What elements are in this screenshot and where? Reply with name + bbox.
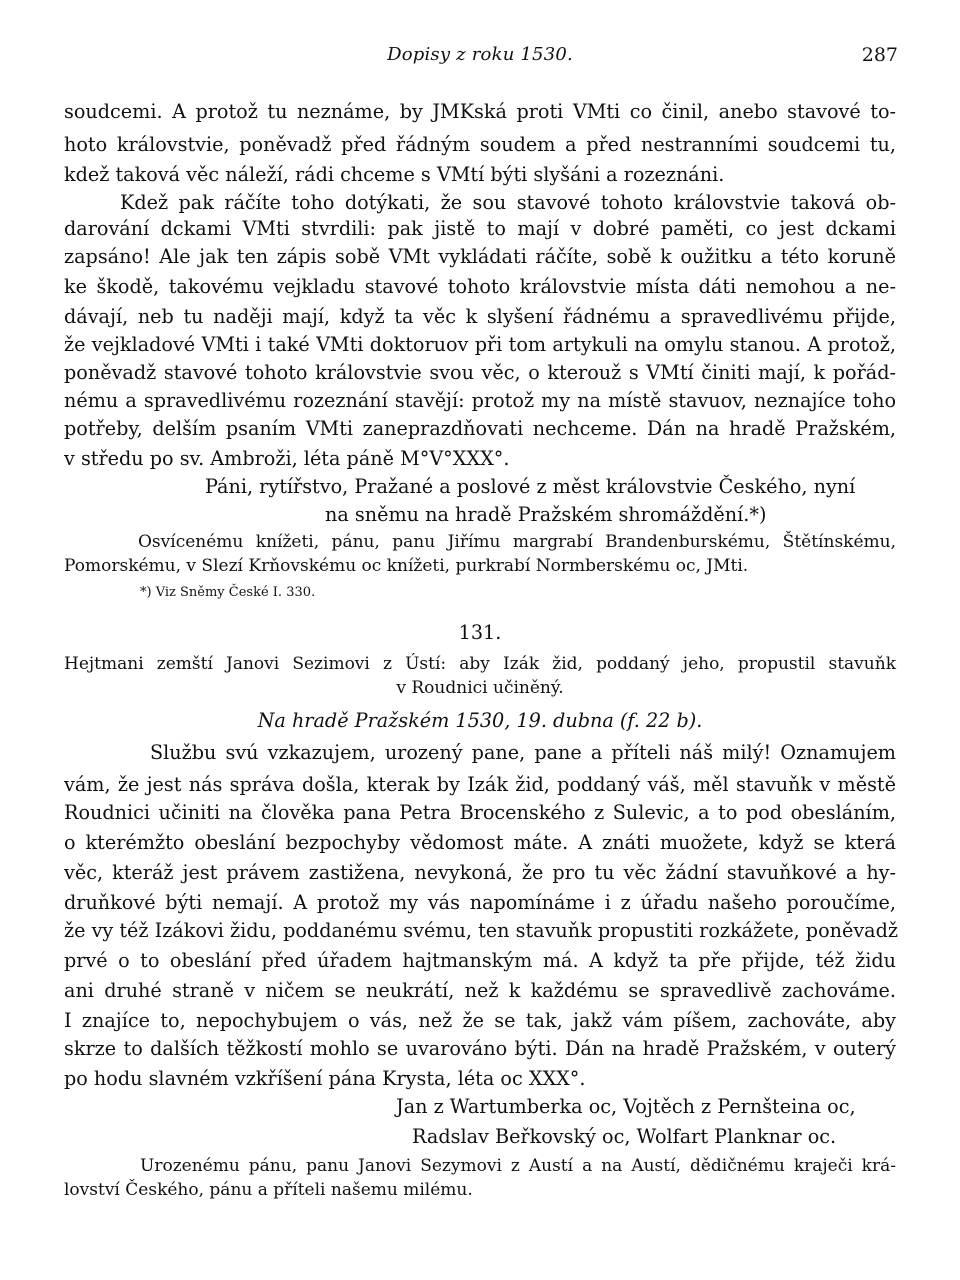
page-number: 287 (861, 44, 898, 66)
dateline: Na hradě Pražském 1530, 19. dubna (f. 22 b). (257, 709, 703, 732)
text-line: dávají, neb tu naději mají, když ta věc k slyšení řádnému a spravedlivému přijde, (64, 305, 896, 328)
text-line: potřeby, delším psaním VMti zaneprazdňovati nechceme. Dán na hradě Pražském, (64, 417, 896, 440)
signature-line: Jan z Wartumberka oc, Vojtěch z Pernšteina oc, (396, 1095, 856, 1118)
signature-line: na sněmu na hradě Pražském shromáždění.*) (325, 503, 767, 526)
text-line: věc, kteráž jest právem zastižena, nevykoná, že pro tu věc žádní stavuňkové a hy- (64, 861, 896, 884)
text-line: Službu svú vzkazujem, urozený pane, pane a příteli náš milý! Oznamujem (150, 741, 896, 764)
address-line: Osvícenému knížeti, pánu, panu Jiřímu margrabí Brandenburskému, Štětínskému, (138, 532, 896, 552)
text-line: kdež taková věc náleží, rádi chceme s VMtí býti slyšáni a rozeznáni. (64, 163, 725, 186)
text-line: poněvadž stavové tohoto královstvie svou věc, o kterouž s VMtí činiti mají, k pořád- (64, 361, 896, 384)
text-line: o kterémžto obeslání bezpochyby vědomost máte. A znáti muožete, když se která (64, 831, 896, 854)
address-line: lovství Českého, pánu a příteli našemu milému. (64, 1180, 473, 1200)
running-title: Dopisy z roku 1530. (387, 44, 573, 65)
text-line: v středu po sv. Ambroži, léta páně M°V°XXX°. (64, 447, 510, 470)
running-header (0, 44, 960, 76)
text-line: že vejkladové VMti i také VMti doktoruov při tom artykuli na omylu stanou. A protož, (64, 333, 896, 356)
text-line: prvé o to obeslání před úřadem hajtmanským má. A když ta pře přijde, též židu (64, 949, 896, 972)
text-line: po hodu slavném vzkříšení pána Krysta, léta oc XXX°. (64, 1067, 586, 1090)
text-line: ani druhé straně v ničem se neukrátí, než k každému se spravedlivě zachováme. (64, 979, 896, 1002)
text-line: že vy též Izákovi židu, poddanému svému, ten stavuňk propustiti rozkážete, poněvadž (64, 919, 899, 942)
footnote: *) Viz Sněmy České I. 330. (140, 585, 316, 600)
text-line: druňkové býti nemají. A protož my vás napomínáme i z úřadu našeho poroučíme, (64, 891, 896, 914)
text-line: Roudnici učiniti na člověka pana Petra Brocenského z Sulevic, a to pod obesláním, (64, 801, 896, 824)
text-line: ke škodě, takovému vejkladu stavové tohoto královstvie místa dáti nemohou a ne- (64, 275, 896, 298)
signature-line: Radslav Beřkovský oc, Wolfart Planknar oc. (412, 1125, 837, 1148)
letter-number: 131. (458, 621, 502, 644)
text-line: zapsáno! Ale jak ten zápis sobě VMt vykládati ráčíte, sobě k oužitku a této koruně (64, 245, 896, 268)
text-line: skrze to dalších těžkostí mohlo se uvarováno býti. Dán na hradě Pražském, v outerý (64, 1037, 896, 1060)
text-line: nému a spravedlivému rozeznání stavějí: protož my na místě stavuov, neznajíce toho (64, 389, 896, 412)
text-line: soudcemi. A protož tu neznáme, by JMKská proti VMti co činil, anebo stavové to- (64, 100, 896, 123)
letter-title: v Roudnici učiněný. (396, 678, 564, 698)
address-line: Urozenému pánu, panu Janovi Sezymovi z Austí a na Austí, dědičnému kraječi krá- (140, 1156, 896, 1176)
text-line: Kdež pak ráčíte toho dotýkati, že sou stavové tohoto královstvie taková ob- (120, 191, 896, 214)
letter-title: Hejtmani zemští Janovi Sezimovi z Ústí: aby Izák žid, poddaný jeho, propustil stavuňk (64, 654, 896, 674)
text-line: darování dckami VMti stvrdili: pak jistě to mají v dobré paměti, co jest dckami (64, 217, 896, 240)
address-line: Pomorskému, v Slezí Krňovskému oc knížeti, purkrabí Normberskému oc, JMti. (64, 556, 749, 576)
text-line: hoto královstvie, poněvadž před řádným soudem a před nestranními soudcemi tu, (64, 133, 896, 156)
signature-line: Páni, rytířstvo, Pražané a poslové z měst královstvie Českého, nyní (205, 475, 856, 498)
text-line: vám, že jest nás správa došla, kterak by Izák žid, poddaný váš, měl stavuňk v městě (64, 773, 896, 796)
text-line: I znajíce to, nepochybujem o vás, než že se tak, jakž vám píšem, zachováte, aby (64, 1009, 896, 1032)
